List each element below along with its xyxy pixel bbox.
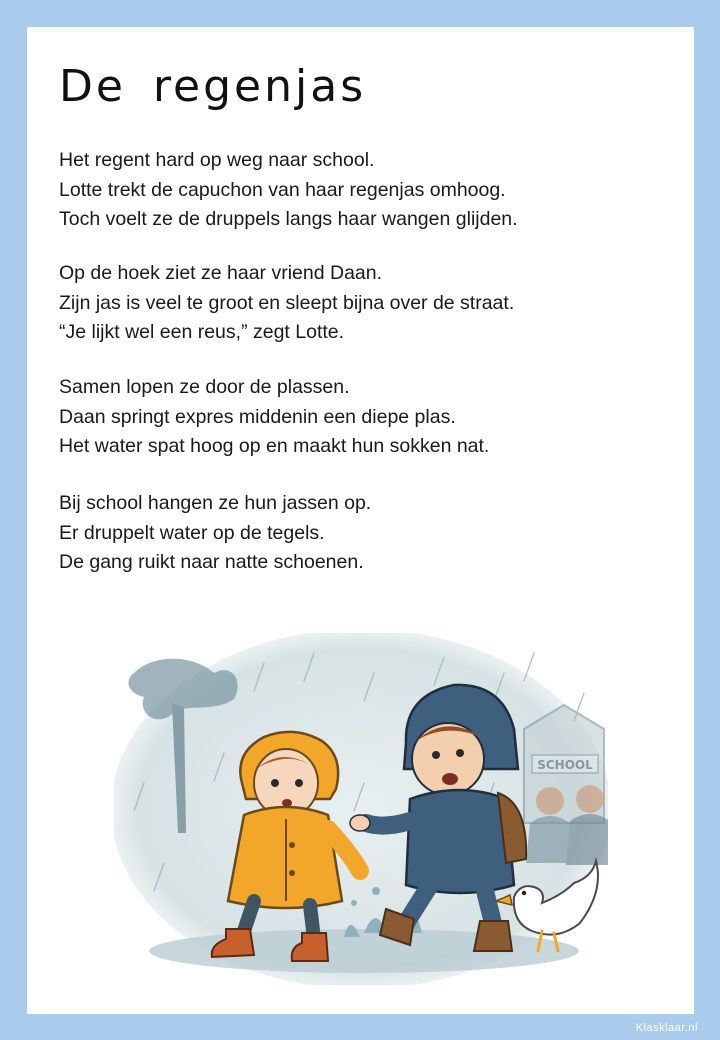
stanza-line: Bij school hangen ze hun jassen op.	[59, 492, 372, 514]
stanza-line: Toch voelt ze de druppels langs haar wangen glijden.	[59, 208, 518, 230]
school-sign: SCHOOL	[537, 758, 593, 772]
rain-illustration	[114, 633, 608, 985]
stanza-2	[59, 259, 514, 348]
stanza-line: Het water spat hoog op en maakt hun sokken nat.	[59, 435, 490, 457]
stanza-line: Op de hoek ziet ze haar vriend Daan.	[59, 262, 383, 284]
footer-brand: Klasklaar.nl	[635, 1022, 698, 1034]
stanza-line: Het regent hard op weg naar school.	[59, 149, 375, 171]
worksheet-card	[27, 27, 694, 1014]
stanza-line: “Je lijkt wel een reus,” zegt Lotte.	[59, 321, 345, 343]
stanza-line: Lotte trekt de capuchon van haar regenjas omhoog.	[59, 178, 506, 201]
stanza-line: Er druppelt water op de tegels.	[59, 521, 325, 544]
stanza-4	[59, 489, 371, 578]
stanza-line: Zijn jas is veel te groot en sleept bijna over de straat.	[59, 291, 515, 314]
stanza-1	[59, 146, 518, 235]
stanza-line: Daan springt expres middenin een diepe plas.	[59, 405, 456, 428]
stanza-line: Samen lopen ze door de plassen.	[59, 376, 350, 398]
boot-icon	[474, 921, 512, 951]
page-title: De regenjas	[59, 61, 367, 112]
stanza-line: De gang ruikt naar natte schoenen.	[59, 551, 364, 573]
stanza-3	[59, 373, 489, 462]
